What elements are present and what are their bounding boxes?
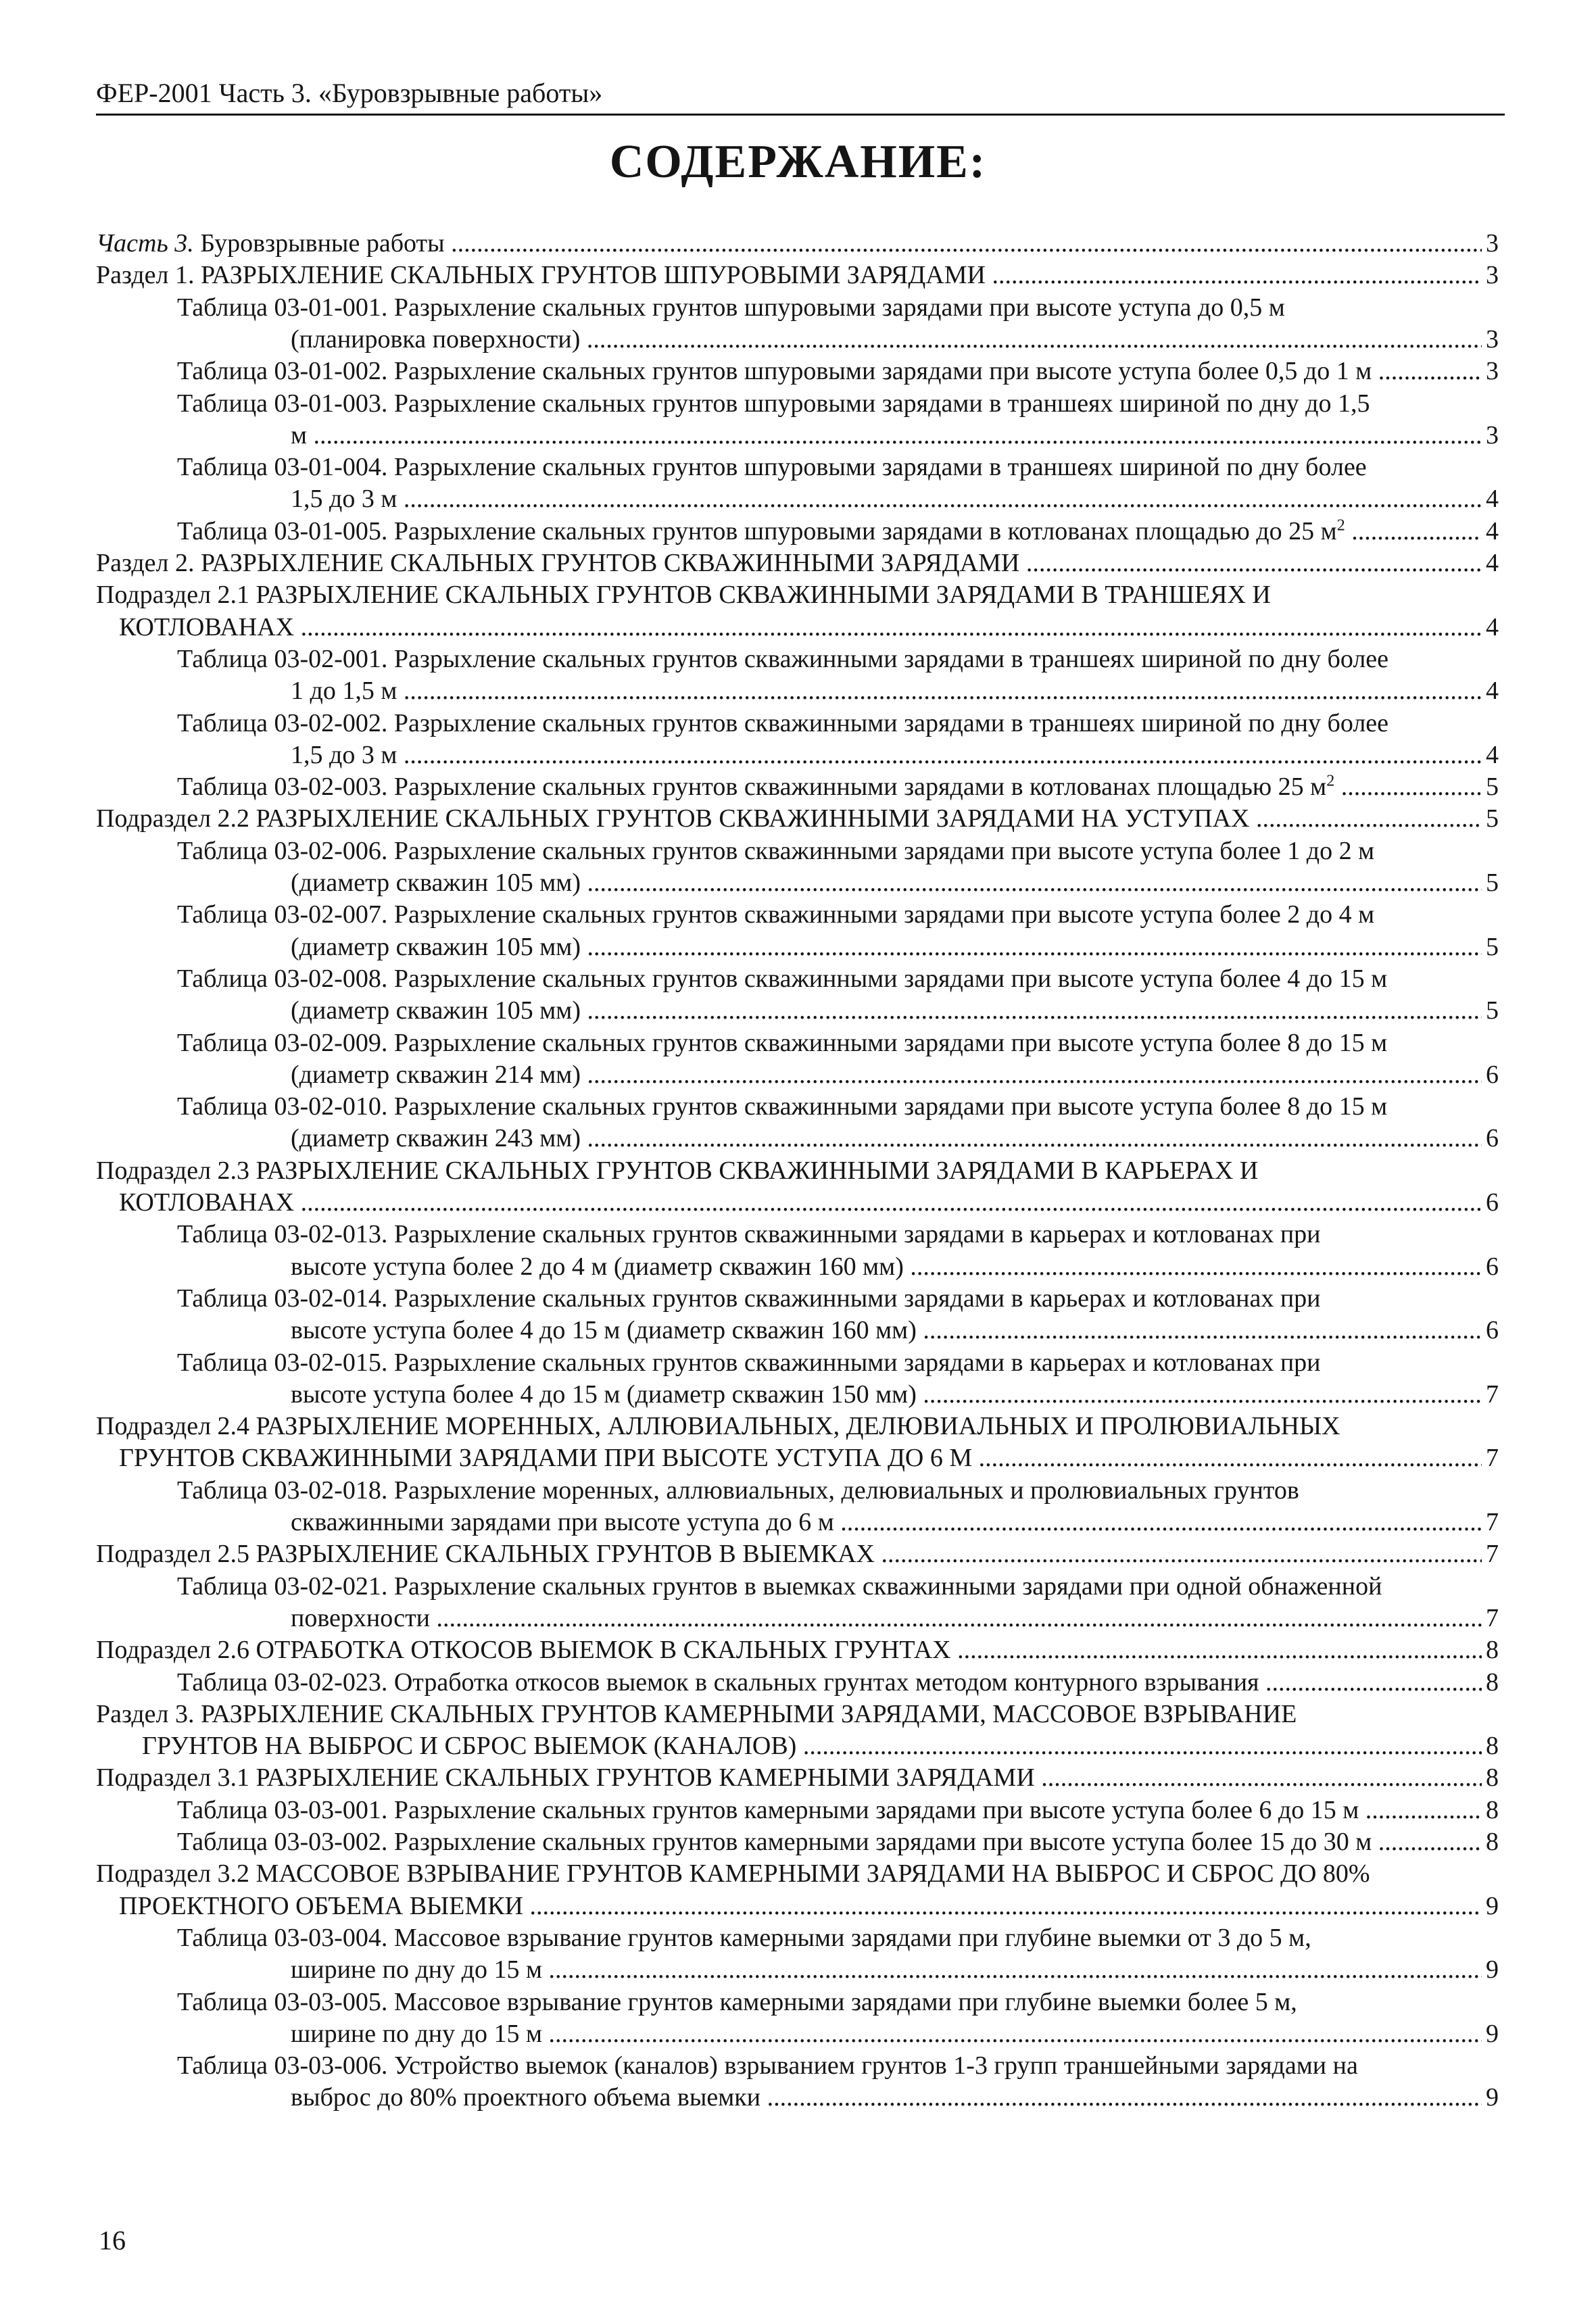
toc-entry-title-continued: КОТЛОВАНАХ ..... xyxy=(119,1188,1482,1217)
toc-entry-title-continued: м ..... xyxy=(291,420,1482,450)
toc-entry-title: Таблица 03-03-002. Разрыхление скальных грунтов камерными зарядами при высоте уступа более 15 до 30 м ..... xyxy=(177,1827,1482,1857)
toc-page-number: 8 xyxy=(1484,1763,1506,1793)
toc-entry-title: Таблица 03-03-006. Устройство выемок (каналов) взрыванием грунтов 1-3 групп траншейными зарядами на xyxy=(177,2051,1358,2080)
toc-entry-title: Таблица 03-02-007. Разрыхление скальных грунтов скважинными зарядами при высоте уступа более 2 до 4 м xyxy=(177,900,1375,929)
toc-page-number: 5 xyxy=(1484,804,1506,833)
toc-entry-title-continued: 1 до 1,5 м ..... xyxy=(291,676,1482,706)
toc-page-number: 6 xyxy=(1484,1315,1506,1345)
toc-entry-title: Подраздел 2.1 РАЗРЫХЛЕНИЕ СКАЛЬНЫХ ГРУНТОВ СКВАЖИННЫМИ ЗАРЯДАМИ В ТРАНШЕЯХ И xyxy=(96,581,1271,610)
toc-entry-title: Таблица 03-02-014. Разрыхление скальных грунтов скважинными зарядами в карьерах и котлованах при xyxy=(177,1284,1321,1313)
toc-page-number: 5 xyxy=(1484,932,1506,962)
toc-page-number: 4 xyxy=(1484,484,1506,514)
toc-entry-title: Раздел 1. РАЗРЫХЛЕНИЕ СКАЛЬНЫХ ГРУНТОВ ШПУРОВЫМИ ЗАРЯДАМИ ..... xyxy=(96,260,1482,290)
toc-page-number: 3 xyxy=(1484,356,1506,386)
toc-page-number: 4 xyxy=(1484,548,1506,578)
toc-page-number: 6 xyxy=(1484,1060,1506,1090)
toc-page-number: 4 xyxy=(1484,740,1506,770)
toc-entry-title: Таблица 03-02-003. Разрыхление скальных грунтов скважинными зарядами в котлованах площадью 25 $м^2$ ..... xyxy=(177,772,1482,802)
toc-page-number: 3 xyxy=(1484,324,1506,354)
toc-entry-title: Таблица 03-02-015. Разрыхление скальных грунтов скважинными зарядами в карьерах и котлованах при xyxy=(177,1348,1321,1377)
toc-page-number: 6 xyxy=(1484,1188,1506,1217)
superscript: 2 xyxy=(1336,516,1345,535)
toc-entry-title: Таблица 03-02-023. Отработка откосов выемок в скальных грунтах методом контурного взрывания ..... xyxy=(177,1667,1482,1697)
toc-page-number: 5 xyxy=(1484,996,1506,1025)
toc-entry-title: Таблица 03-03-005. Массовое взрывание грунтов камерными зарядами при глубине выемки более 5 м, xyxy=(177,1987,1297,2016)
toc-page-number: 4 xyxy=(1484,612,1506,642)
toc-entry-title-continued: (диаметр скважин 243 мм) ..... xyxy=(291,1123,1482,1153)
toc-page-number: 3 xyxy=(1484,228,1506,258)
toc-entry-title-continued: 1,5 до 3 м ..... xyxy=(291,740,1482,770)
toc-entry-title-continued: ширине по дну до 15 м ..... xyxy=(291,2019,1482,2049)
toc-entry-title: Таблица 03-02-001. Разрыхление скальных грунтов скважинными зарядами в траншеях шириной по дну более xyxy=(177,644,1389,673)
toc-entry-title: Таблица 03-03-004. Массовое взрывание грунтов камерными зарядами при глубине выемки от 3 до 5 м, xyxy=(177,1923,1311,1952)
toc-entry-title: Таблица 03-02-013. Разрыхление скальных грунтов скважинными зарядами в карьерах и котлованах при xyxy=(177,1220,1321,1249)
toc-entry-title-continued: ГРУНТОВ НА ВЫБРОС И СБРОС ВЫЕМОК (КАНАЛОВ) ..... xyxy=(142,1731,1482,1761)
toc-entry-title-continued: (планировка поверхности) ..... xyxy=(291,324,1482,354)
toc-page-number: 3 xyxy=(1484,420,1506,450)
toc-page-number: 6 xyxy=(1484,1252,1506,1282)
toc-entry-title: Таблица 03-02-018. Разрыхление моренных, аллювиальных, делювиальных и пролювиальных грунтов xyxy=(177,1476,1299,1505)
toc-entry-title: Таблица 03-02-021. Разрыхление скальных грунтов в выемках скважинными зарядами при одной обнаженной xyxy=(177,1571,1382,1601)
toc-entry-title-continued: ПРОЕКТНОГО ОБЪЕМА ВЫЕМКИ ..... xyxy=(119,1891,1482,1921)
toc-entry-title: Таблица 03-02-008. Разрыхление скальных грунтов скважинными зарядами при высоте уступа более 4 до 15 м xyxy=(177,964,1388,993)
toc-page-number: 5 xyxy=(1484,868,1506,898)
toc-entry-title-continued: высоте уступа более 4 до 15 м (диаметр скважин 160 мм) ..... xyxy=(291,1315,1482,1345)
toc-entry-title-continued: высоте уступа более 2 до 4 м (диаметр скважин 160 мм) ..... xyxy=(291,1252,1482,1282)
toc-page-number: 9 xyxy=(1484,1955,1506,1984)
toc-page-number: 8 xyxy=(1484,1795,1506,1825)
toc-entry-title-continued: (диаметр скважин 214 мм) ..... xyxy=(291,1060,1482,1090)
toc-page-number: 8 xyxy=(1484,1731,1506,1761)
toc-entry-title: Подраздел 3.1 РАЗРЫХЛЕНИЕ СКАЛЬНЫХ ГРУНТОВ КАМЕРНЫМИ ЗАРЯДАМИ ..... xyxy=(96,1763,1482,1793)
toc-entry-title: Таблица 03-02-010. Разрыхление скальных грунтов скважинными зарядами при высоте уступа более 8 до 15 м xyxy=(177,1092,1388,1121)
toc-entry-title-continued: (диаметр скважин 105 мм) ..... xyxy=(291,996,1482,1025)
toc-entry-title: Подраздел 2.3 РАЗРЫХЛЕНИЕ СКАЛЬНЫХ ГРУНТОВ СКВАЖИННЫМИ ЗАРЯДАМИ В КАРЬЕРАХ И xyxy=(96,1156,1259,1185)
toc-entry-title-continued: 1,5 до 3 м ..... xyxy=(291,484,1482,514)
page-number: 16 xyxy=(99,2225,126,2256)
toc-entry-title: Таблица 03-02-002. Разрыхление скальных грунтов скважинными зарядами в траншеях шириной по дну более xyxy=(177,708,1389,737)
toc-entry-title-continued: (диаметр скважин 105 мм) ..... xyxy=(291,932,1482,962)
toc-entry-title-continued: поверхности ..... xyxy=(291,1603,1482,1633)
toc-page-number: 7 xyxy=(1484,1443,1506,1473)
toc-page-number: 4 xyxy=(1484,516,1506,546)
toc-page-number: 9 xyxy=(1484,2019,1506,2049)
toc-entry-title-continued: КОТЛОВАНАХ ..... xyxy=(119,612,1482,642)
toc-entry-title-continued: ГРУНТОВ СКВАЖИННЫМИ ЗАРЯДАМИ ПРИ ВЫСОТЕ УСТУПА ДО 6 М ..... xyxy=(119,1443,1482,1473)
toc-page-number: 9 xyxy=(1484,1891,1506,1921)
toc-entry-title: Часть 3. Буровзрывные работы ..... xyxy=(96,228,1482,258)
toc-entry-title: Подраздел 2.5 РАЗРЫХЛЕНИЕ СКАЛЬНЫХ ГРУНТОВ В ВЫЕМКАХ ..... xyxy=(96,1539,1482,1569)
superscript: 2 xyxy=(1326,772,1335,790)
toc-page-number: 7 xyxy=(1484,1507,1506,1537)
running-header: ФЕР-2001 Часть 3. «Буровзрывные работы» xyxy=(96,78,603,108)
toc-entry-title: Таблица 03-01-005. Разрыхление скальных грунтов шпуровыми зарядами в котлованах площадью до 25 $м^2$ ..... xyxy=(177,516,1482,546)
toc-page-number: 5 xyxy=(1484,772,1506,802)
toc-entry-title-continued: ширине по дну до 15 м ..... xyxy=(291,1955,1482,1984)
toc-entry-title: Подраздел 2.6 ОТРАБОТКА ОТКОСОВ ВЫЕМОК В СКАЛЬНЫХ ГРУНТАХ ..... xyxy=(96,1635,1482,1665)
toc-entry-title: Таблица 03-01-002. Разрыхление скальных грунтов шпуровыми зарядами при высоте уступа более 0,5 до 1 м ..... xyxy=(177,356,1482,386)
toc-entry-title: Таблица 03-03-001. Разрыхление скальных грунтов камерными зарядами при высоте уступа более 6 до 15 м ..... xyxy=(177,1795,1482,1825)
toc-page-number: 7 xyxy=(1484,1539,1506,1569)
toc-entry-title: Подраздел 2.2 РАЗРЫХЛЕНИЕ СКАЛЬНЫХ ГРУНТОВ СКВАЖИННЫМИ ЗАРЯДАМИ НА УСТУПАХ ..... xyxy=(96,804,1482,833)
toc-entry-title: Таблица 03-02-006. Разрыхление скальных грунтов скважинными зарядами при высоте уступа более 1 до 2 м xyxy=(177,836,1375,865)
toc-entry-title-continued: (диаметр скважин 105 мм) ..... xyxy=(291,868,1482,898)
toc-page-number: 7 xyxy=(1484,1380,1506,1409)
page-title: СОДЕРЖАНИЕ: xyxy=(609,136,987,188)
toc-page-number: 9 xyxy=(1484,2082,1506,2112)
toc-page-number: 8 xyxy=(1484,1635,1506,1665)
toc-entry-title-continued: выброс до 80% проектного объема выемки ..... xyxy=(291,2082,1482,2112)
toc-entry-title-continued: скважинными зарядами при высоте уступа до 6 м ..... xyxy=(291,1507,1482,1537)
toc-entry-title: Таблица 03-01-004. Разрыхление скальных грунтов шпуровыми зарядами в траншеях шириной по дну более xyxy=(177,453,1367,482)
toc-page-number: 4 xyxy=(1484,676,1506,706)
toc-entry-title: Раздел 2. РАЗРЫХЛЕНИЕ СКАЛЬНЫХ ГРУНТОВ СКВАЖИННЫМИ ЗАРЯДАМИ ..... xyxy=(96,548,1482,578)
toc-page-number: 6 xyxy=(1484,1123,1506,1153)
toc-entry-title: Таблица 03-02-009. Разрыхление скальных грунтов скважинными зарядами при высоте уступа более 8 до 15 м xyxy=(177,1028,1388,1057)
toc-entry-title-continued: высоте уступа более 4 до 15 м (диаметр скважин 150 мм) ..... xyxy=(291,1380,1482,1409)
toc-entry-title: Таблица 03-01-003. Разрыхление скальных грунтов шпуровыми зарядами в траншеях шириной по дну до 1,5 xyxy=(177,389,1370,418)
toc-page-number: 3 xyxy=(1484,260,1506,290)
toc-entry-title: Подраздел 3.2 МАССОВОЕ ВЗРЫВАНИЕ ГРУНТОВ КАМЕРНЫМИ ЗАРЯДАМИ НА ВЫБРОС И СБРОС ДО 80% xyxy=(96,1859,1370,1888)
toc-entry-title: Раздел 3. РАЗРЫХЛЕНИЕ СКАЛЬНЫХ ГРУНТОВ КАМЕРНЫМИ ЗАРЯДАМИ, МАССОВОЕ ВЗРЫВАНИЕ xyxy=(96,1699,1297,1728)
toc-entry-title: Подраздел 2.4 РАЗРЫХЛЕНИЕ МОРЕННЫХ, АЛЛЮВИАЛЬНЫХ, ДЕЛЮВИАЛЬНЫХ И ПРОЛЮВИАЛЬНЫХ xyxy=(96,1412,1340,1441)
toc-page-number: 7 xyxy=(1484,1603,1506,1633)
toc-entry-title: Таблица 03-01-001. Разрыхление скальных грунтов шпуровыми зарядами при высоте уступа до 0,5 м xyxy=(177,293,1285,322)
toc-page-number: 8 xyxy=(1484,1667,1506,1697)
toc-page-number: 8 xyxy=(1484,1827,1506,1857)
